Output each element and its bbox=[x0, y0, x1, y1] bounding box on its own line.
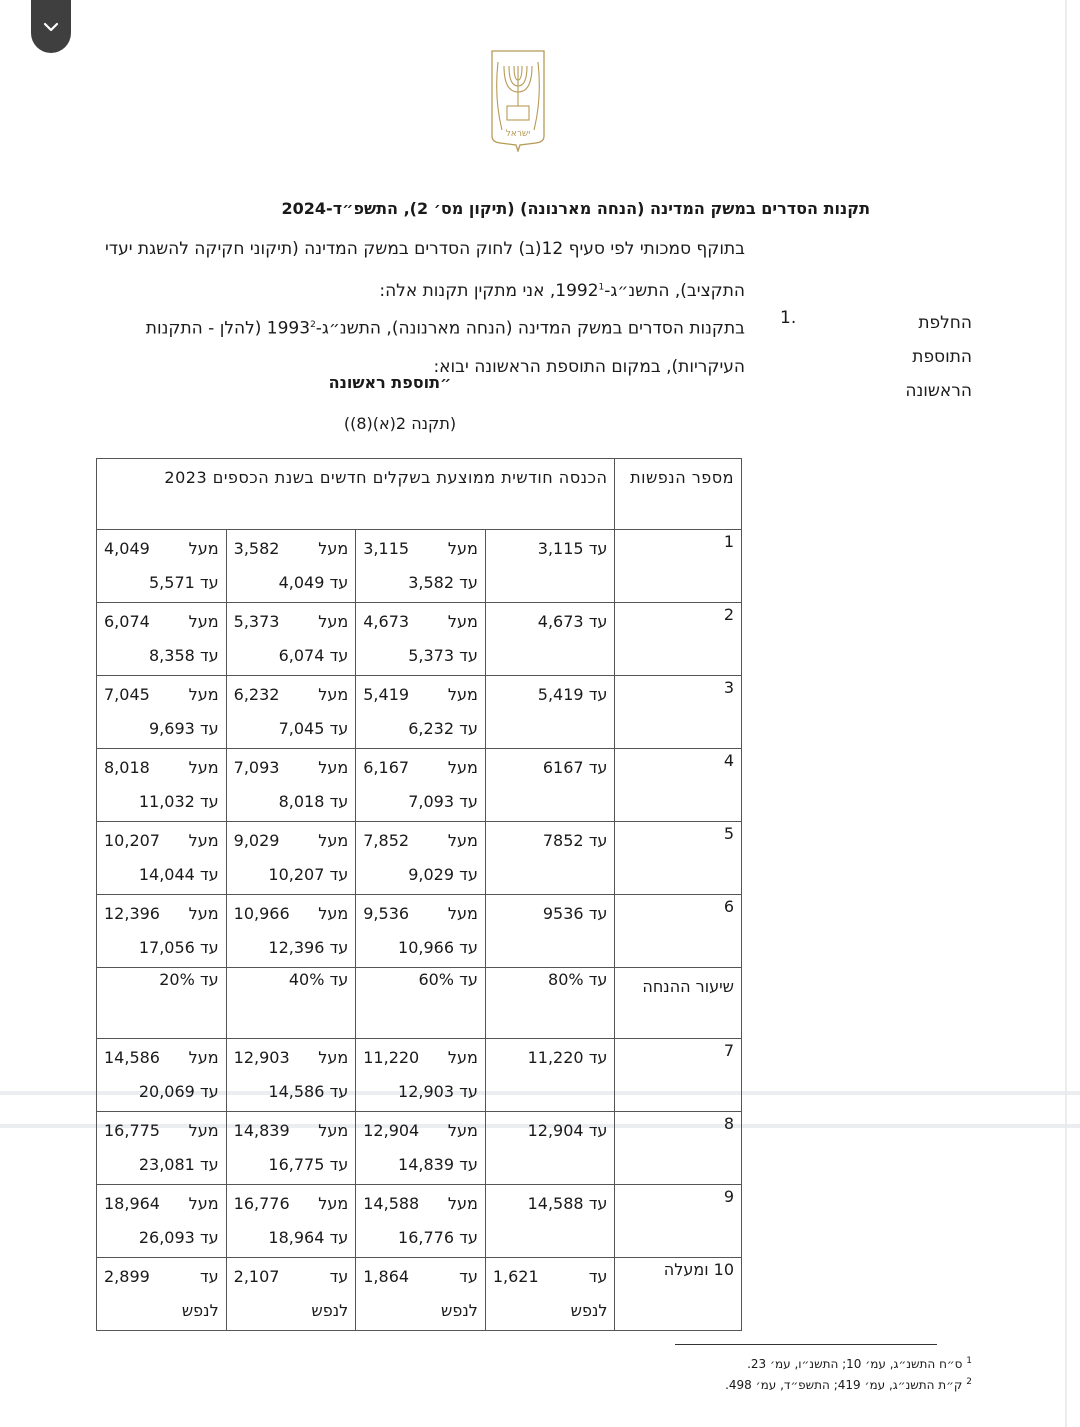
value: 16,775 bbox=[268, 1155, 325, 1174]
header-income: הכנסה חודשית ממוצעת בשקלים חדשים בשנת הכספים 2023 bbox=[97, 459, 615, 530]
value: 12,396 bbox=[104, 904, 160, 923]
value: 7,045 bbox=[278, 719, 325, 738]
income-cell-60 bbox=[356, 603, 486, 676]
value: 10,966 bbox=[233, 904, 290, 923]
value: 6,074 bbox=[278, 646, 325, 665]
value: 6,074 bbox=[104, 612, 150, 631]
income-cell-60 bbox=[356, 1039, 486, 1112]
above-label: מעל bbox=[188, 612, 219, 631]
footnote-text: ס״ח התשנ״ג, עמ׳ 10; התשנ״ו, עמ׳ 23. bbox=[747, 1357, 963, 1371]
upto-label: עד bbox=[588, 904, 608, 923]
persons-cell: 2 bbox=[615, 603, 742, 676]
income-cell-40 bbox=[226, 676, 356, 749]
income-cell-20 bbox=[97, 1039, 227, 1112]
income-cell-60 bbox=[356, 895, 486, 968]
footnote-mark: 2 bbox=[966, 1377, 972, 1387]
value: 8,018 bbox=[104, 758, 150, 777]
value: 10,207 bbox=[104, 831, 160, 850]
discount-label: שיעור ההנחה bbox=[615, 968, 742, 1039]
above-label: מעל bbox=[318, 904, 349, 923]
upto-label: עד bbox=[329, 1155, 349, 1174]
table-row bbox=[97, 1185, 742, 1258]
addendum-title: ״תוספת ראשונה bbox=[328, 373, 452, 392]
value: 16,776 bbox=[233, 1194, 290, 1213]
income-cell-20 bbox=[97, 895, 227, 968]
document-title: תקנות הסדרים במשק המדינה (הנחה מארנונה) (תיקון מס׳ 2), התשפ״ד-2024 bbox=[281, 199, 870, 218]
income-cell-60 bbox=[356, 749, 486, 822]
above-label: מעל bbox=[447, 758, 478, 777]
value: 8,358 bbox=[149, 646, 195, 665]
upto-label: עד bbox=[199, 938, 219, 957]
section-number: 1. bbox=[780, 308, 797, 328]
above-label: מעל bbox=[318, 1048, 349, 1067]
value: 9,029 bbox=[233, 831, 280, 850]
upto-label: עד bbox=[588, 758, 608, 777]
income-cell-40 bbox=[226, 1112, 356, 1185]
upto-label: עד bbox=[329, 646, 349, 665]
upto-label: עד bbox=[459, 1267, 478, 1286]
income-cell-40 bbox=[226, 749, 356, 822]
income-cell-80 bbox=[485, 530, 615, 603]
income-cell-80 bbox=[485, 895, 615, 968]
income-cell-40 bbox=[226, 603, 356, 676]
section-text-part: בתקנות הסדרים במשק המדינה (הנחה מארנונה), התשנ״ג-1993 bbox=[266, 318, 745, 339]
per-person-60 bbox=[356, 1258, 486, 1331]
income-cell-20 bbox=[97, 676, 227, 749]
upto-label: עד bbox=[199, 1082, 219, 1101]
upto-label: עד bbox=[588, 1194, 608, 1213]
value: 5,571 bbox=[149, 573, 195, 592]
value: 4,673 bbox=[363, 612, 410, 631]
section-margin-title: החלפת התוספת הראשונה bbox=[905, 313, 972, 401]
income-cell-40 bbox=[226, 1039, 356, 1112]
income-cell-80 bbox=[485, 822, 615, 895]
upto-label: עד bbox=[459, 573, 478, 592]
value: 7,093 bbox=[408, 792, 454, 811]
table-row bbox=[97, 749, 742, 822]
above-label: מעל bbox=[447, 539, 478, 558]
table-header-row bbox=[97, 459, 742, 530]
above-label: מעל bbox=[188, 1194, 219, 1213]
upto-label: עד bbox=[199, 792, 219, 811]
value: 5,373 bbox=[233, 612, 280, 631]
value: 2,899 bbox=[104, 1267, 150, 1286]
above-label: מעל bbox=[188, 831, 219, 850]
income-cell-80 bbox=[485, 676, 615, 749]
above-label: מעל bbox=[318, 758, 349, 777]
value: 4,673 bbox=[537, 612, 584, 631]
income-cell-60 bbox=[356, 1185, 486, 1258]
value: 3,582 bbox=[233, 539, 280, 558]
per-person-label: לנפש bbox=[570, 1301, 608, 1320]
value: 4,049 bbox=[104, 539, 150, 558]
income-cell-60 bbox=[356, 1112, 486, 1185]
above-label: מעל bbox=[318, 831, 349, 850]
upto-label: עד bbox=[459, 1082, 478, 1101]
upto-label: עד bbox=[588, 685, 608, 704]
value: 18,964 bbox=[268, 1228, 325, 1247]
above-label: מעל bbox=[318, 1121, 349, 1140]
value: 11,220 bbox=[363, 1048, 420, 1067]
discount-80: עד 80% bbox=[485, 968, 615, 1039]
value: 9536 bbox=[542, 904, 584, 923]
above-label: מעל bbox=[447, 612, 478, 631]
value: 14,586 bbox=[268, 1082, 325, 1101]
value: 20,069 bbox=[138, 1082, 195, 1101]
value: 12,903 bbox=[398, 1082, 454, 1101]
upto-label: עד bbox=[588, 1267, 608, 1286]
above-label: מעל bbox=[188, 539, 219, 558]
above-label: מעל bbox=[447, 831, 478, 850]
value: 8,018 bbox=[278, 792, 325, 811]
upto-label: עד bbox=[459, 865, 478, 884]
table-row bbox=[97, 530, 742, 603]
value: 14,839 bbox=[233, 1121, 290, 1140]
value: 2,107 bbox=[233, 1267, 280, 1286]
table-row bbox=[97, 603, 742, 676]
income-cell-20 bbox=[97, 822, 227, 895]
discount-rate-row bbox=[97, 968, 742, 1039]
table-row bbox=[97, 1112, 742, 1185]
income-cell-40 bbox=[226, 530, 356, 603]
value: 5,419 bbox=[537, 685, 584, 704]
value: 16,775 bbox=[104, 1121, 160, 1140]
table-row bbox=[97, 1039, 742, 1112]
per-person-40 bbox=[226, 1258, 356, 1331]
table-row-10-plus bbox=[97, 1258, 742, 1331]
value: 1,864 bbox=[363, 1267, 410, 1286]
upto-label: עד bbox=[329, 938, 349, 957]
value: 10,207 bbox=[268, 865, 325, 884]
persons-cell: 7 bbox=[615, 1039, 742, 1112]
value: 5,373 bbox=[408, 646, 454, 665]
footnote-ref: 1 bbox=[598, 282, 605, 292]
value: 12,396 bbox=[268, 938, 325, 957]
upto-label: עד bbox=[199, 1267, 219, 1286]
footnote-text: ק״ת התשנ״ג, עמ׳ 419; התשפ״ד, עמ׳ 498. bbox=[725, 1378, 963, 1392]
value: 7,045 bbox=[104, 685, 150, 704]
income-cell-80 bbox=[485, 603, 615, 676]
above-label: מעל bbox=[188, 1121, 219, 1140]
value: 6,167 bbox=[363, 758, 410, 777]
value: 11,032 bbox=[138, 792, 195, 811]
upto-label: עד bbox=[588, 539, 608, 558]
persons-cell: 10 ומעלה bbox=[615, 1258, 742, 1331]
persons-cell: 3 bbox=[615, 676, 742, 749]
upto-label: עד bbox=[588, 1048, 608, 1067]
upto-label: עד bbox=[459, 646, 478, 665]
footnote-ref: 2 bbox=[310, 320, 316, 330]
above-label: מעל bbox=[188, 758, 219, 777]
upto-label: עד bbox=[199, 865, 219, 884]
income-cell-80 bbox=[485, 1112, 615, 1185]
per-person-20 bbox=[97, 1258, 227, 1331]
income-cell-80 bbox=[485, 1185, 615, 1258]
value: 16,776 bbox=[398, 1228, 454, 1247]
upto-label: עד bbox=[459, 1228, 478, 1247]
above-label: מעל bbox=[447, 1194, 478, 1213]
income-cell-20 bbox=[97, 749, 227, 822]
persons-cell: 9 bbox=[615, 1185, 742, 1258]
value: 23,081 bbox=[138, 1155, 195, 1174]
upto-label: עד bbox=[459, 719, 478, 738]
persons-cell: 5 bbox=[615, 822, 742, 895]
value: 14,839 bbox=[398, 1155, 454, 1174]
value: 7,093 bbox=[233, 758, 280, 777]
income-cell-20 bbox=[97, 1185, 227, 1258]
income-cell-80 bbox=[485, 749, 615, 822]
above-label: מעל bbox=[318, 685, 349, 704]
discount-20: עד 20% bbox=[97, 968, 227, 1039]
value: 3,115 bbox=[537, 539, 584, 558]
above-label: מעל bbox=[318, 612, 349, 631]
value: 4,049 bbox=[278, 573, 325, 592]
upto-label: עד bbox=[459, 938, 478, 957]
value: 17,056 bbox=[138, 938, 195, 957]
above-label: מעל bbox=[447, 904, 478, 923]
value: 3,115 bbox=[363, 539, 410, 558]
upto-label: עד bbox=[329, 1267, 349, 1286]
income-cell-60 bbox=[356, 822, 486, 895]
collapse-toolbar-button[interactable] bbox=[31, 0, 71, 53]
value: 14,586 bbox=[104, 1048, 160, 1067]
value: 6,232 bbox=[233, 685, 280, 704]
value: 5,419 bbox=[363, 685, 410, 704]
income-discount-table bbox=[96, 458, 742, 1331]
persons-cell: 1 bbox=[615, 530, 742, 603]
value: 7852 bbox=[542, 831, 584, 850]
upto-label: עד bbox=[199, 646, 219, 665]
value: 14,044 bbox=[138, 865, 195, 884]
upto-label: עד bbox=[588, 612, 608, 631]
upto-label: עד bbox=[459, 1155, 478, 1174]
upto-label: עד bbox=[199, 1228, 219, 1247]
persons-cell: 6 bbox=[615, 895, 742, 968]
above-label: מעל bbox=[447, 685, 478, 704]
value: 3,582 bbox=[408, 573, 454, 592]
value: 11,220 bbox=[527, 1048, 584, 1067]
value: 12,904 bbox=[363, 1121, 420, 1140]
table-row bbox=[97, 676, 742, 749]
footnote bbox=[600, 1373, 972, 1394]
upto-label: עד bbox=[329, 1228, 349, 1247]
upto-label: עד bbox=[329, 865, 349, 884]
regulation-reference: (תקנה 2(א)(8)) bbox=[343, 414, 457, 433]
income-cell-60 bbox=[356, 676, 486, 749]
upto-label: עד bbox=[329, 719, 349, 738]
footnote-mark: 1 bbox=[966, 1356, 972, 1366]
value: 1,621 bbox=[492, 1267, 539, 1286]
emblem-caption: ישראל bbox=[505, 129, 531, 139]
upto-label: עד bbox=[588, 831, 608, 850]
upto-label: עד bbox=[199, 1155, 219, 1174]
table-row bbox=[97, 895, 742, 968]
value: 14,588 bbox=[527, 1194, 584, 1213]
upto-label: עד bbox=[588, 1121, 608, 1140]
discount-60: עד 60% bbox=[356, 968, 486, 1039]
persons-cell: 8 bbox=[615, 1112, 742, 1185]
value: 9,693 bbox=[149, 719, 195, 738]
value: 6167 bbox=[542, 758, 584, 777]
above-label: מעל bbox=[318, 539, 349, 558]
state-emblem-icon bbox=[490, 48, 546, 152]
enacting-clause bbox=[100, 230, 745, 310]
value: 26,093 bbox=[138, 1228, 195, 1247]
upto-label: עד bbox=[199, 573, 219, 592]
value: 12,903 bbox=[233, 1048, 290, 1067]
value: 7,852 bbox=[363, 831, 410, 850]
income-cell-40 bbox=[226, 822, 356, 895]
value: 6,232 bbox=[408, 719, 454, 738]
above-label: מעל bbox=[447, 1121, 478, 1140]
footnotes bbox=[600, 1352, 972, 1394]
upto-label: עד bbox=[199, 719, 219, 738]
value: 9,029 bbox=[408, 865, 454, 884]
upto-label: עד bbox=[329, 573, 349, 592]
page-edge bbox=[1065, 0, 1067, 1427]
per-person-label: לנפש bbox=[181, 1301, 219, 1320]
discount-40: עד 40% bbox=[226, 968, 356, 1039]
value: 18,964 bbox=[104, 1194, 160, 1213]
upto-label: עד bbox=[329, 792, 349, 811]
table-row bbox=[97, 822, 742, 895]
per-person-label: לנפש bbox=[311, 1301, 349, 1320]
value: 9,536 bbox=[363, 904, 410, 923]
value: 14,588 bbox=[363, 1194, 420, 1213]
footnote-divider bbox=[675, 1344, 937, 1345]
above-label: מעל bbox=[188, 1048, 219, 1067]
above-label: מעל bbox=[188, 904, 219, 923]
value: 10,966 bbox=[398, 938, 454, 957]
income-cell-20 bbox=[97, 530, 227, 603]
income-cell-80 bbox=[485, 1039, 615, 1112]
income-cell-20 bbox=[97, 1112, 227, 1185]
footnote bbox=[600, 1352, 972, 1373]
chevron-down-icon bbox=[43, 22, 59, 32]
per-person-80 bbox=[485, 1258, 615, 1331]
section-text-part: (להלן - התקנות העיקריות), במקום התוספת הראשונה יבוא: bbox=[145, 318, 745, 377]
income-cell-40 bbox=[226, 1185, 356, 1258]
above-label: מעל bbox=[188, 685, 219, 704]
income-cell-20 bbox=[97, 603, 227, 676]
above-label: מעל bbox=[447, 1048, 478, 1067]
upto-label: עד bbox=[329, 1082, 349, 1101]
per-person-label: לנפש bbox=[441, 1301, 478, 1320]
persons-cell: 4 bbox=[615, 749, 742, 822]
value: 12,904 bbox=[527, 1121, 584, 1140]
income-cell-40 bbox=[226, 895, 356, 968]
header-persons: מספר הנפשות bbox=[615, 459, 742, 530]
above-label: מעל bbox=[318, 1194, 349, 1213]
enacting-clause-text: בתוקף סמכותי לפי סעיף 12(ב) לחוק הסדרים במשק המדינה (תיקוני חקיקה להשגת יעדי התקציב), התשנ״ג-1992$^1$, אני מתקין תקנות אלה: bbox=[104, 239, 745, 301]
income-cell-60 bbox=[356, 530, 486, 603]
upto-label: עד bbox=[459, 792, 478, 811]
